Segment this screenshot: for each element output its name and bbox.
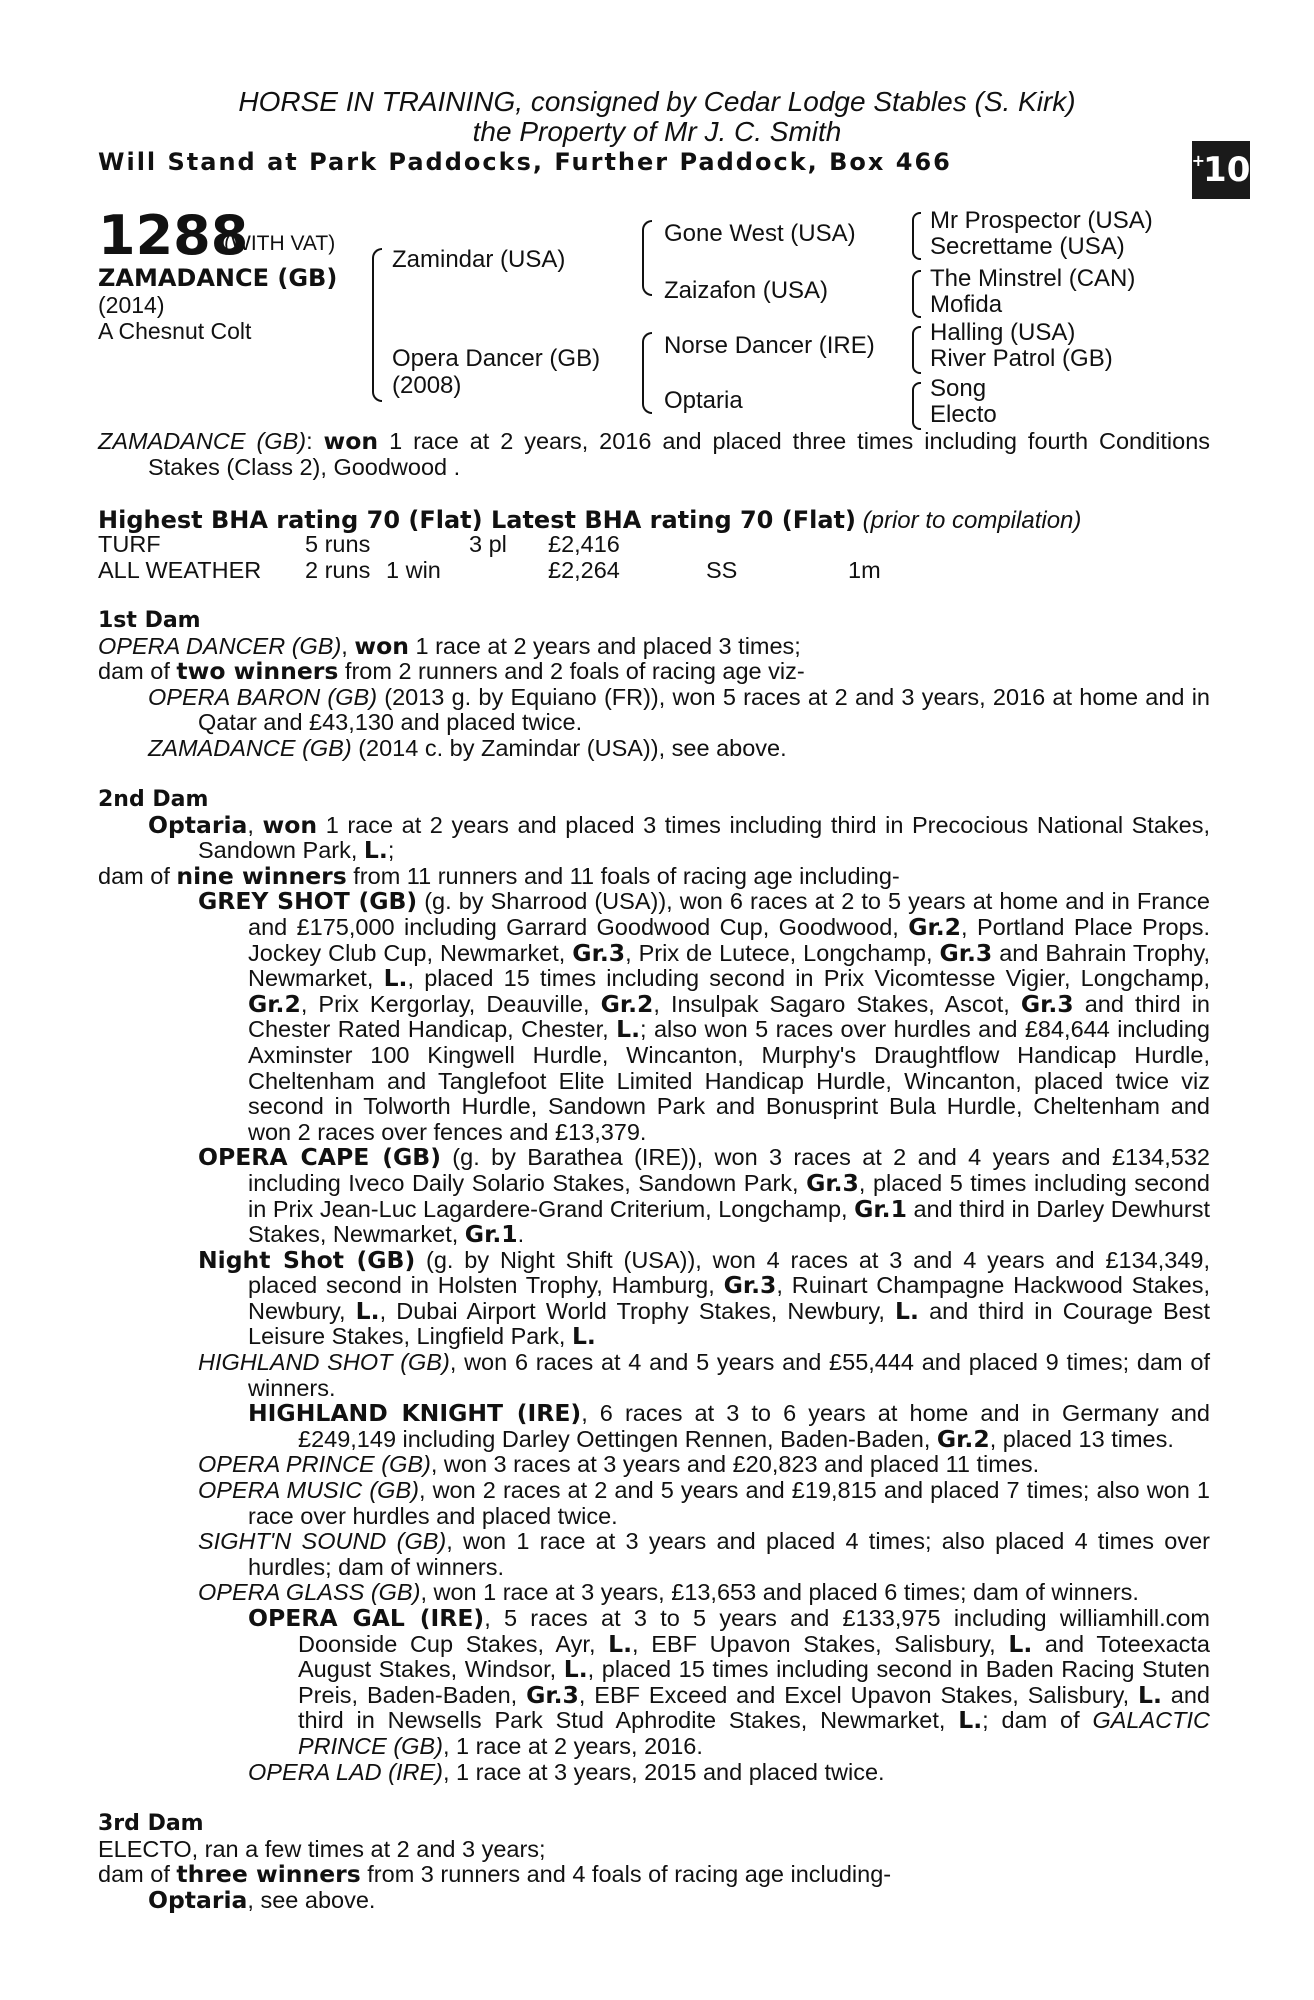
second-dam-of-pre: dam of: [98, 862, 177, 889]
second-dam-name: Optaria: [148, 810, 248, 839]
rating-note: (prior to compilation): [862, 507, 1082, 534]
progeny-highland-knight: HIGHLAND KNIGHT (IRE), 6 races at 3 to 6 years at home and in Germany and £249,149 including Darley Oettingen Rennen, Baden-Baden, Gr.2, placed 13 times.: [248, 1399, 1210, 1453]
pedigree-sds: The Minstrel (CAN): [930, 265, 1136, 292]
pedigree-dam: Opera Dancer (GB): [392, 345, 601, 372]
progeny-opera-gal: OPERA GAL (IRE), 5 races at 3 to 5 years and £133,975 including williamhill.com Doonside Cup Stakes, Ayr, L., EBF Upavon Stakes, Salisbury, L. and Toteexacta August Stakes, Windsor, L., placed 15 times including second in Baden Racing Stuten Preis, Baden-Baden, Gr.3, EBF Exceed and Excel Upavon Stakes, Salisbury, L. and third in Newsells Park Stud Aphrodite Stakes, Newmarket, L.; dam of GALACTIC PRINCE (GB), 1 race at 2 years, 2016.: [248, 1604, 1211, 1759]
pedigree-brace-ss: [912, 212, 921, 260]
third-dam-of-post: from 3 runners and 4 foals of racing age including-: [360, 1861, 892, 1888]
progeny-night-shot: Night Shot (GB) (g. by Night Shift (USA)), won 4 races at 3 and 4 years and £134,349, placed second in Holsten Trophy, Hamburg, Gr.3, Ruinart Champagne Hackwood Stakes, Newbury, L., Dubai Airport World Trophy Stakes, Newbury, L. and third in Courage Best Leisure Stakes, Lingfield Park, L.: [198, 1245, 1211, 1351]
pedigree-sss: Mr Prospector (USA): [930, 207, 1153, 234]
progeny-grey-shot: GREY SHOT (GB) (g. by Sharrood (USA)), won 6 races at 2 to 5 years at home and in France and £175,000 including Garrard Goodwood Cup, Goodwood, Gr.2, Portland Place Props. Jockey Club Cup, Newmarket, Gr.3, Prix de Lutece, Longchamp, Gr.3 and Bahrain Trophy, Newmarket, L., placed 15 times including second in Prix Vicomtesse Vigier, Longchamp, Gr.2, Prix Kergorlay, Deauville, Gr.2, Insulpak Sagaro Stakes, Ascot, Gr.3 and third in Chester Rated Handicap, Chester, L.; also won 5 races over hurdles and £84,644 including Axminster 100 Kingwell Hurdle, Wincanton, Murphy's Draughtflow Handicap Hurdle, Cheltenham and Tanglefoot Elite Limited Handicap Hurdle, Wincanton, placed twice viz second in Tolworth Hurdle, Sandown Park and Bonusprint Bula Hurdle, Cheltenham and won 2 races over fences and £13,379.: [198, 887, 1211, 1145]
progeny-name: Optaria: [148, 1885, 248, 1914]
pedigree-dss: Halling (USA): [930, 319, 1076, 346]
pedigree-brace-main: [372, 248, 382, 402]
third-dam-line1: ELECTO, ran a few times at 2 and 3 years;: [98, 1835, 546, 1862]
progeny-opera-cape: OPERA CAPE (GB) (g. by Barathea (IRE)), won 3 races at 2 and 4 years and £134,532 including Iveco Daily Solario Stakes, Sandown Park, Gr.3, placed 5 times including second in Prix Jean-Luc Lagardere-Grand Criterium, Longchamp, Gr.1 and third in Darley Dewhurst Stakes, Newmarket, Gr.1.: [198, 1143, 1210, 1249]
record-wins: 1 win: [386, 557, 441, 583]
record-surface: ALL WEATHER: [98, 557, 262, 583]
summary-won: won: [323, 427, 379, 455]
progeny-text: (2013 g. by Equiano (FR)), won 5 races at 2 and 3 years, 2016 at home and in Qatar and £43,130 and placed twice.: [198, 683, 1210, 736]
progeny-name: OPERA BARON (GB): [148, 683, 378, 710]
catalogue-header-line2: the Property of Mr J. C. Smith: [472, 116, 842, 147]
first-dam-won: won: [354, 631, 409, 660]
first-dam-of-pre: dam of: [98, 658, 177, 685]
first-dam-section: 1st Dam OPERA DANCER (GB), won 1 race at 2 years and placed 3 times; dam of two winners from 2 runners and 2 foals of racing age viz- OPERA BARON (GB) (2013 g. by Equiano (FR)), won 5 races at 2 and 3 years, 2016 at home and in Qatar and £43,130 and placed twice. ZAMADANCE (GB) (2014 c. by Zamindar (USA)), see above.: [98, 608, 1210, 761]
record-surface: TURF: [98, 531, 161, 557]
horse-name: ZAMADANCE (GB): [98, 264, 338, 292]
pedigree-dds: Song: [930, 375, 987, 402]
second-dam-of-post: from 11 runners and 11 foals of racing age including-: [346, 862, 900, 889]
rating-heading: Highest BHA rating 70 (Flat) Latest BHA rating 70 (Flat): [98, 506, 856, 534]
pedigree-sire-sire: Gone West (USA): [664, 220, 856, 247]
record-placed: 3 pl: [469, 531, 507, 557]
first-dam-heading: 1st Dam: [98, 608, 201, 633]
record-prize: £2,416: [548, 531, 620, 557]
progeny-highland-shot: HIGHLAND SHOT (GB), won 6 races at 4 and 5 years and £55,444 and placed 9 times; dam of winners.: [198, 1349, 1210, 1401]
progeny-opera-lad: OPERA LAD (IRE), 1 race at 3 years, 2015 and placed twice.: [248, 1758, 885, 1785]
third-dam-heading: 3rd Dam: [98, 1811, 204, 1836]
badge-number: 10: [1203, 150, 1251, 190]
pedigree-ssd: Secrettame (USA): [930, 233, 1125, 260]
pedigree-dam-dam: Optaria: [664, 387, 743, 414]
second-dam-won: won: [262, 810, 318, 839]
pedigree-brace-sire: [642, 220, 652, 296]
record-row-turf: [98, 531, 1198, 557]
record-runs: 5 runs: [305, 531, 371, 557]
badge-plus: +: [1191, 150, 1206, 170]
record-row-aw: [98, 557, 1198, 583]
pedigree-dam-year: (2008): [392, 372, 462, 399]
summary-name: ZAMADANCE (GB): [98, 428, 307, 454]
progeny-name: ZAMADANCE (GB): [148, 734, 352, 761]
summary-text2: Conditions Stakes (Class 2), Goodwood .: [148, 428, 1211, 480]
pedigree-dam-sire: Norse Dancer (IRE): [664, 332, 875, 359]
second-dam-section: 2nd Dam Optaria, won 1 race at 2 years and placed 3 times including third in Precocious National Stakes, Sandown Park, L.; dam of nine winners from 11 runners and 11 foals of racing age including- GREY SHOT (GB) (g. by Sharrood (USA)), won 6 races at 2 to 5 years at home and in France and £175,000 including Garrard Goodwood Cup, Goodwood, Gr.2, Portland Place Props. Jockey Club Cup, Newmarket, Gr.3, Prix de Lutece, Longchamp, Gr.3 and Bahrain Trophy, Newmarket, L., placed 15 times including second in Prix Vicomtesse Vigier, Longchamp, Gr.2, Prix Kergorlay, Deauville, Gr.2, Insulpak Sagaro Stakes, Ascot, Gr.3 and third in Chester Rated Handicap, Chester, L.; also won 5 races over hurdles and £84,644 including Axminster 100 Kingwell Hurdle, Wincanton, Murphy's Draughtflow Handicap Hurdle, Cheltenham and Tanglefoot Elite Limited Handicap Hurdle, Wincanton, placed twice viz second in Tolworth Hurdle, Sandown Park and Bonusprint Bula Hurdle, Cheltenham and won 2 races over fences and £13,379. OPERA CAPE (GB) (g. by Barathea (IRE)), won 3 races at 2 and 4 years and £134,532 including Iveco Daily Solario Stakes, Sandown Park, Gr.3, placed 5 times including second in Prix Jean-Luc Lagardere-Grand Criterium, Longchamp, Gr.1 and third in Darley Dewhurst Stakes, Newmarket, Gr.1. Night Shot (GB) (g. by Night Shift (USA)), won 4 races at 3 and 4 years and £134,349, placed second in Holsten Trophy, Hamburg, Gr.3, Ruinart Champagne Hackwood Stakes, Newbury, L., Dubai Airport World Trophy Stakes, Newbury, L. and third in Courage Best Leisure Stakes, Lingfield Park, L. HIGHLAND SHOT (GB), won 6 races at 4 and 5 years and £55,444 and placed 9 times; dam of winners. HIGHLAND KNIGHT (IRE), 6 races at 3 to 6 years at home and in Germany and £249,149 including Darley Oettingen Rennen, Baden-Baden, Gr.2, placed 13 times. OPERA PRINCE (GB), won 3 races at 3 years and £20,823 and placed 11 times. OPERA MUSIC (GB), won 2 races at 2 and 5 years and £19,815 and placed 7 times; also won 1 race over hurdles and placed twice. SIGHT'N SOUND (GB), won 1 race at 3 years and placed 4 times; also placed 4 times over hurdles; dam of winners. OPERA GLASS (GB), won 1 race at 3 years, £13,653 and placed 6 times; dam of winners. OPERA GAL (IRE), 5 races at 3 to 5 years and £133,975 including williamhill.com Doonside Cup Stakes, Ayr, L., EBF Upavon Stakes, Salisbury, L. and Toteexacta August Stakes, Windsor, L., placed 15 times including second in Baden Racing Stuten Preis, Baden-Baden, Gr.3, EBF Exceed and Excel Upavon Stakes, Salisbury, L. and third in Newsells Park Stud Aphrodite Stakes, Newmarket, L.; dam of GALACTIC PRINCE (GB), 1 race at 2 years, 2016. OPERA LAD (IRE), 1 race at 3 years, 2015 and placed twice.: [98, 787, 1211, 1785]
page-badge: [1192, 141, 1250, 199]
progeny-opera-music: OPERA MUSIC (GB), won 2 races at 2 and 5 years and £19,815 and placed 7 times; also won 1 race over hurdles and placed twice.: [198, 1477, 1210, 1529]
horse-description: A Chesnut Colt: [98, 318, 252, 344]
horse-year: (2014): [98, 292, 165, 318]
first-dam-of-bold: two winners: [176, 657, 339, 686]
pedigree-sire: Zamindar (USA): [392, 246, 566, 273]
pedigree-brace-ds: [912, 326, 921, 374]
second-dam-text: 1 race at 2 years and placed 3 times including third in Precocious National Stakes, Sandown Park,: [198, 811, 1210, 864]
pedigree-brace-dd: [912, 382, 921, 430]
second-dam-of-bold: nine winners: [176, 861, 347, 890]
second-dam-text-end: ;: [387, 837, 395, 864]
record-code: SS: [706, 557, 738, 583]
record-runs: 2 runs: [305, 557, 371, 583]
pedigree-dsd: River Patrol (GB): [930, 345, 1113, 372]
record-prize: £2,264: [548, 557, 620, 583]
pedigree-sdd: Mofida: [930, 291, 1003, 318]
third-dam-section: [98, 1811, 1210, 1913]
second-dam-text-l: L.: [363, 836, 388, 865]
lot-number: 1288: [98, 204, 249, 267]
record-distance: 1m: [848, 557, 881, 583]
progeny-sightn-sound: SIGHT'N SOUND (GB), won 1 race at 3 years and placed 4 times; also placed 4 times over hurdles; dam of winners.: [198, 1528, 1210, 1580]
first-dam-of-post: from 2 runners and 2 foals of racing age viz-: [338, 658, 805, 685]
first-dam-name: OPERA DANCER (GB): [98, 632, 342, 659]
stand-location: Will Stand at Park Paddocks, Further Paddock, Box 466: [98, 148, 952, 176]
progeny-text: , see above.: [247, 1886, 376, 1913]
summary-text1: 1 race at 2 years, 2016 and placed three times including fourth: [378, 428, 1089, 454]
progeny-opera-glass: OPERA GLASS (GB), won 1 race at 3 years, £13,653 and placed 6 times; dam of winners.: [198, 1579, 1139, 1606]
pedigree-brace-dam: [642, 332, 652, 414]
first-dam-text: 1 race at 2 years and placed 3 times;: [408, 632, 801, 659]
race-summary: ZAMADANCE (GB): won 1 race at 2 years, 2016 and placed three times including fourth Conditions Stakes (Class 2), Goodwood .: [98, 427, 1211, 480]
progeny-opera-prince: OPERA PRINCE (GB), won 3 races at 3 years and £20,823 and placed 11 times.: [198, 1451, 1040, 1478]
progeny-text: (2014 c. by Zamindar (USA)), see above.: [351, 734, 787, 761]
second-dam-heading: 2nd Dam: [98, 787, 209, 812]
pedigree-sire-dam: Zaizafon (USA): [664, 277, 829, 304]
third-dam-of-pre: dam of: [98, 1861, 177, 1888]
catalogue-header-line1: HORSE IN TRAINING, consigned by Cedar Lodge Stables (S. Kirk): [238, 86, 1076, 117]
third-dam-of-bold: three winners: [176, 1860, 361, 1889]
pedigree-brace-sd: [912, 270, 921, 318]
lot-vat: (WITH VAT): [224, 232, 336, 255]
pedigree-ddd: Electo: [930, 401, 997, 428]
